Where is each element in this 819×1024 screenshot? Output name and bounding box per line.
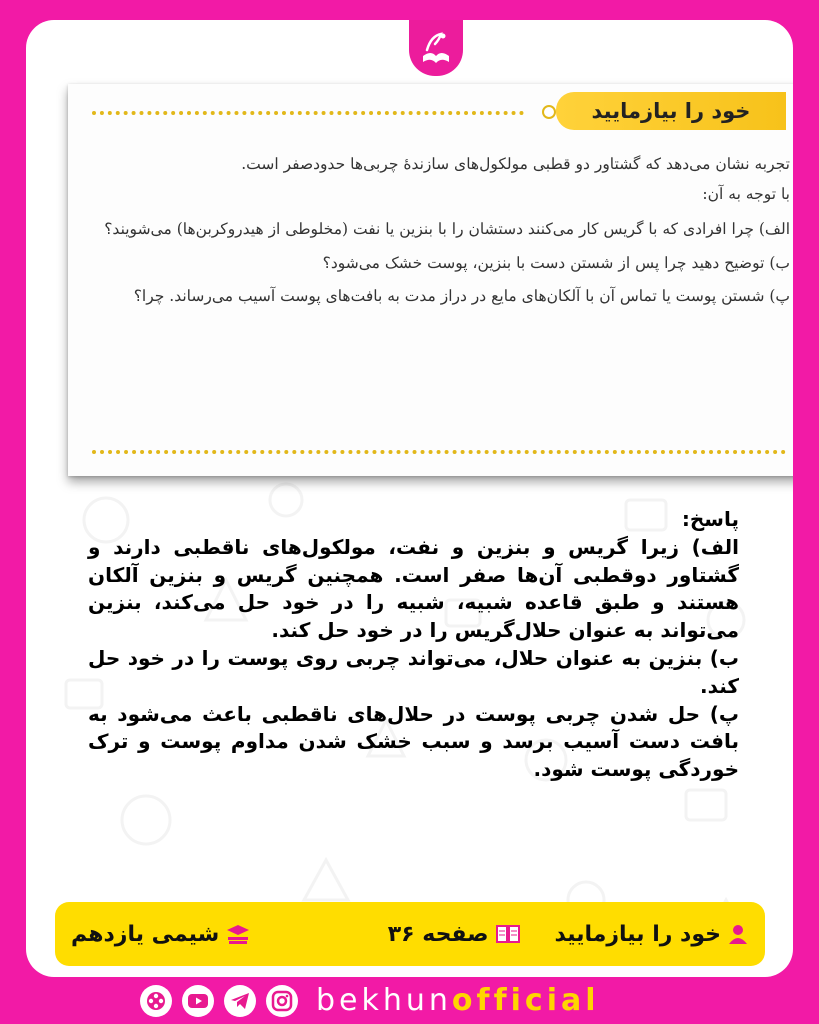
dotted-divider: [92, 111, 524, 115]
textbook-excerpt: [68, 84, 793, 476]
answer-heading: پاسخ:: [681, 507, 739, 531]
footer-bar: [55, 902, 765, 966]
footer-course-name: شیمی یازدهم: [71, 922, 251, 947]
youtube-icon[interactable]: [182, 985, 214, 1017]
graduation-books-icon: [225, 923, 251, 945]
instagram-icon[interactable]: [266, 985, 298, 1017]
answer-alef: الف) زیرا گریس و بنزین و نفت، مولکول‌های ناقطبی دارند و گشتاور دوقطبی آن‌ها صفر است. همچنین گریس و بنزین آلکان هستند و طبق قاعده شبیه، شبیه را در خود حل می‌کند، بنزین می‌تواند به عنوان حلال‌گریس را در خود حل کند.: [88, 534, 739, 643]
telegram-icon[interactable]: [224, 985, 256, 1017]
content-card: [26, 20, 793, 977]
footer-page-number: صفحه ۳۶: [388, 922, 521, 947]
answer-pe: پ) حل شدن چربی پوست در حلال‌های ناقطبی باعث می‌شود به بافت دست آسیب برسد و سبب خشک شدن مداوم پوست و ترک خوردگی پوست شود.: [88, 701, 739, 782]
film-reel-icon: [145, 990, 167, 1012]
footer-section-name: خود را بیازمایید: [555, 922, 749, 947]
excerpt-question-alef: الف) چرا افرادی که با گریس کار می‌کنند دستشان را با بنزین یا نفت (مخلوطی از هیدروکربن‌ها) می‌شویند؟: [104, 220, 790, 238]
title-ring-icon: [542, 105, 556, 119]
excerpt-question-be: ب) توضیح دهید چرا پس از شستن دست با بنزین، پوست خشک می‌شود؟: [322, 253, 790, 272]
answer-section: [88, 506, 739, 784]
open-book-icon: [495, 923, 521, 945]
camera-icon: [271, 990, 293, 1012]
brand-handle[interactable]: [316, 983, 600, 1019]
book-logo-icon: [417, 28, 455, 68]
excerpt-title-row: [92, 92, 786, 132]
brand-part2: official: [451, 983, 600, 1018]
excerpt-intro: تجربه نشان می‌دهد که گشتاور دو قطبی مولکول‌های سازندهٔ چربی‌ها حدودصفر است.: [241, 155, 790, 173]
paper-plane-icon: [229, 991, 251, 1011]
excerpt-body: [94, 150, 790, 322]
excerpt-question-pe: پ) شستن پوست یا تماس آن با آلکان‌های مایع در دراز مدت به بافت‌های پوست آسیب می‌رساند. چرا؟: [133, 287, 790, 305]
play-icon: [187, 992, 209, 1010]
bekhun-logo: [409, 20, 463, 76]
dotted-divider-bottom: [92, 450, 786, 454]
footer-left-group: [71, 922, 251, 947]
brand-part1: bekhun: [316, 983, 452, 1018]
aparat-icon[interactable]: [140, 985, 172, 1017]
footer-right-group: [388, 922, 749, 947]
excerpt-given: با توجه به آن:: [702, 184, 790, 203]
excerpt-title: خود را بیازمایید: [556, 92, 786, 130]
answer-be: ب) بنزین به عنوان حلال، می‌تواند چربی روی پوست را در خود حل کند.: [88, 645, 739, 698]
social-row: [140, 983, 600, 1019]
user-icon: [727, 923, 749, 945]
